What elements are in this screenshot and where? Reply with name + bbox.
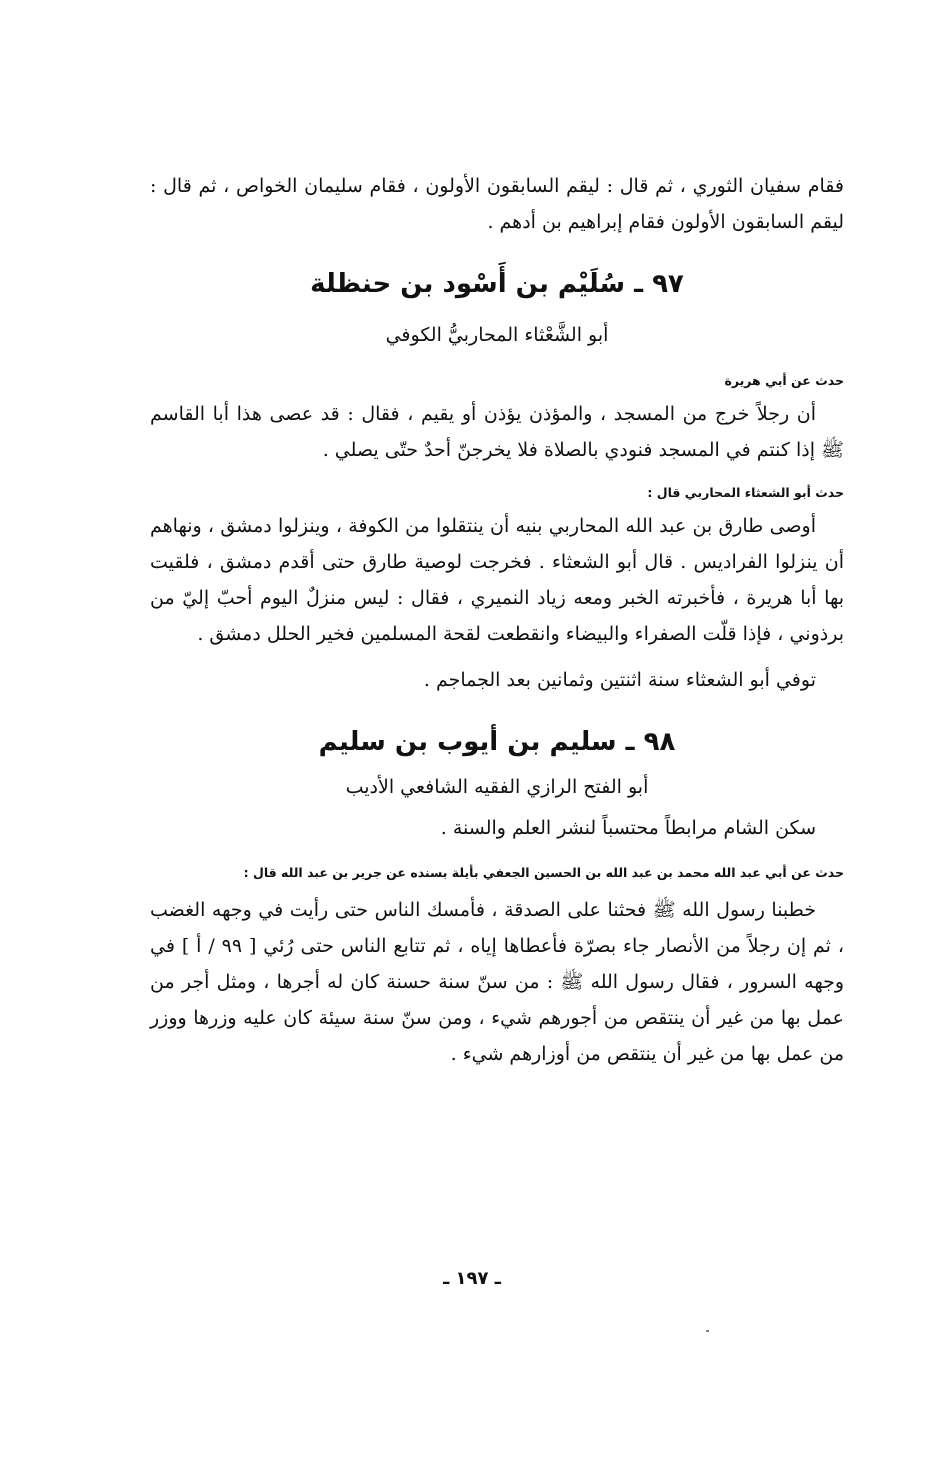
entry-98-hadith-1: خطبنا رسول الله ﷺ فحثنا على الصدقة ، فأمسك الناس حتى رأيت في وجهه الغضب ، ثم إن رجلاً من الأنصار جاء بصرّة فأعطاها إياه ، ثم تتابع الناس حتى رُئي [ ٩٩ / أ ] في وجهه السرور ، فقال رسول الله ﷺ : من سنّ سنة حسنة كان له أجرها ، ومثل أجر من عمل بها من غير أن ينتقص من أجورهم شيء ، ومن سنّ سنة سيئة كان عليه وزرها ووزر من عمل بها من غير أن ينتقص من أوزارهم شيء . bbox=[150, 899, 844, 1065]
text-column bbox=[150, 168, 844, 1072]
intro-paragraph: فقام سفيان الثوري ، ثم قال : ليقم السابقون الأولون ، فقام سليمان الخواص ، ثم قال : ليقم السابقون الأولون فقام إبراهيم بن أدهم . bbox=[150, 175, 844, 233]
entry-98-chain-1: حدث عن أبي عبد الله محمد بن عبد الله بن الحسين الجعفي بأيلة بسنده عن جرير بن عبد الله قال : bbox=[243, 865, 844, 880]
entry-97-subtitle: أبو الشَّعْثاء المحاربيُّ الكوفي bbox=[385, 324, 609, 346]
entry-98-title: ٩٨ ـ سليم بن أيوب بن سليم bbox=[318, 727, 676, 757]
entry-97-hadith-2: أوصى طارق بن عبد الله المحاربي بنيه أن ينتقلوا من الكوفة ، وينزلوا دمشق ، ونهاهم أن ينزلوا الفراديس . قال أبو الشعثاء . فخرجت لوصية طارق حتى أقدم دمشق ، فلقيت بها أبا هريرة ، فأخبرته الخبر ومعه زياد النميري ، فقال : ليس منزلٌ اليوم أحبّ إليّ من برذوني ، فإذا قلّت الصفراء والبيضاء وانقطعت لقحة المسلمين فخير الحلل دمشق . bbox=[150, 515, 844, 645]
entry-98-subtitle: أبو الفتح الرازي الفقيه الشافعي الأديب bbox=[345, 776, 649, 798]
entry-98-residence: سكن الشام مرابطاً محتسباً لنشر العلم والسنة . bbox=[440, 817, 816, 839]
page-number: ـ ١٩٧ ـ bbox=[443, 1268, 501, 1289]
entry-97-hadith-1: أن رجلاً خرج من المسجد ، والمؤذن يؤذن أو يقيم ، فقال : قد عصى هذا أبا القاسم ﷺ إذا كنتم في المسجد فنودي بالصلاة فلا يخرجنّ أحدٌ حتّى يصلي . bbox=[150, 403, 844, 461]
entry-97-chain-1: حدث عن أبي هريرة bbox=[724, 373, 844, 388]
entry-97-death-note: توفي أبو الشعثاء سنة اثنتين وثمانين بعد الجماجم . bbox=[423, 669, 816, 691]
entry-97-chain-2: حدث أبو الشعثاء المحاربي قال : bbox=[647, 485, 844, 500]
scan-speck bbox=[706, 1330, 709, 1332]
entry-97-title: ٩٧ ـ سُلَيْم بن أَسْود بن حنظلة bbox=[310, 269, 684, 299]
